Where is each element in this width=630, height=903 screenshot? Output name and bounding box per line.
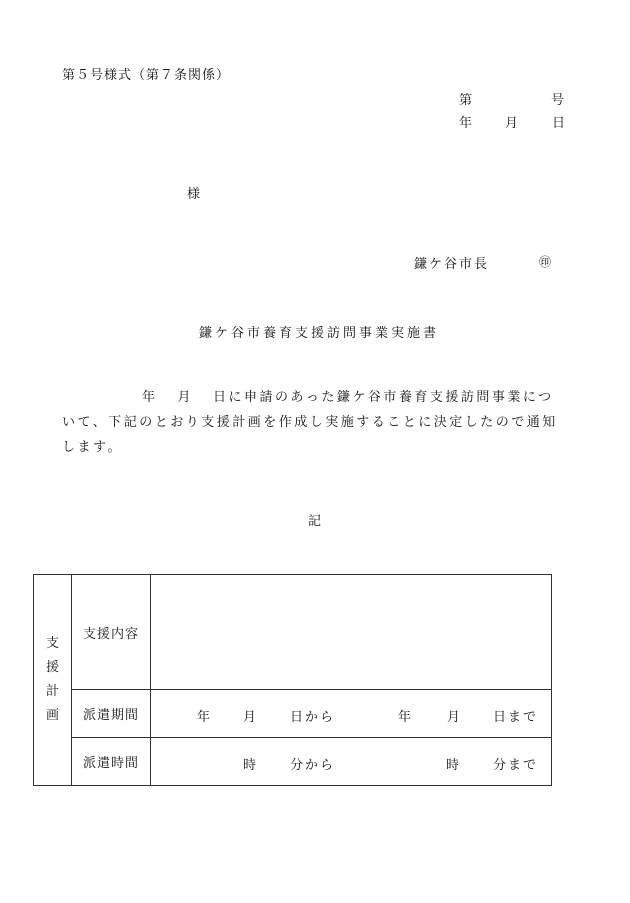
issue-date-year: 年 <box>459 116 475 131</box>
issuer-name: 鎌ケ谷市長 <box>414 257 490 272</box>
ki-label: 記 <box>308 514 324 529</box>
period-from-day: 日から <box>290 710 336 725</box>
body-paragraph <box>62 385 562 460</box>
support-content-label: 支援内容 <box>72 575 151 690</box>
dispatch-time-row <box>34 738 552 786</box>
recipient-honorific: 様 <box>187 187 203 202</box>
time-to-hour: 時 <box>446 758 462 773</box>
dispatch-period-label: 派遣期間 <box>72 690 151 738</box>
dispatch-time-label: 派遣時間 <box>72 738 151 786</box>
body-rest: 日に申請のあった鎌ケ谷市養育支援訪問事業について、下記のとおり支援計画を作成し実施することに決定したので通知します。 <box>62 390 558 455</box>
document-number-label: 第 <box>459 93 475 108</box>
support-content-field[interactable] <box>151 575 552 690</box>
document-title: 鎌ケ谷市養育支援訪問事業実施書 <box>199 326 440 341</box>
time-to-minute: 分まで <box>493 758 539 773</box>
issue-date-day: 日 <box>552 116 568 131</box>
period-to-day: 日まで <box>493 710 539 725</box>
period-from-month: 月 <box>243 710 259 725</box>
seal-mark: ㊞ <box>539 255 552 269</box>
support-content-row <box>34 575 552 690</box>
section-label-char: 画 <box>45 708 59 723</box>
period-from-year: 年 <box>197 710 213 725</box>
section-label-char: 支 <box>45 636 59 651</box>
body-year: 年 <box>142 390 158 405</box>
support-plan-header <box>34 575 72 786</box>
period-to-month: 月 <box>447 710 463 725</box>
period-to-year: 年 <box>398 710 414 725</box>
dispatch-period-field[interactable] <box>151 690 552 738</box>
body-month: 月 <box>177 390 194 405</box>
dispatch-time-field[interactable] <box>151 738 552 786</box>
section-label-char: 計 <box>45 684 59 699</box>
support-plan-table <box>33 574 552 786</box>
dispatch-period-row <box>34 690 552 738</box>
form-number: 第５号様式（第７条関係） <box>62 68 231 83</box>
section-label-char: 援 <box>45 660 59 675</box>
document-number-suffix: 号 <box>551 93 567 108</box>
issue-date-month: 月 <box>505 116 521 131</box>
time-from-hour: 時 <box>243 758 259 773</box>
time-from-minute: 分から <box>290 758 336 773</box>
